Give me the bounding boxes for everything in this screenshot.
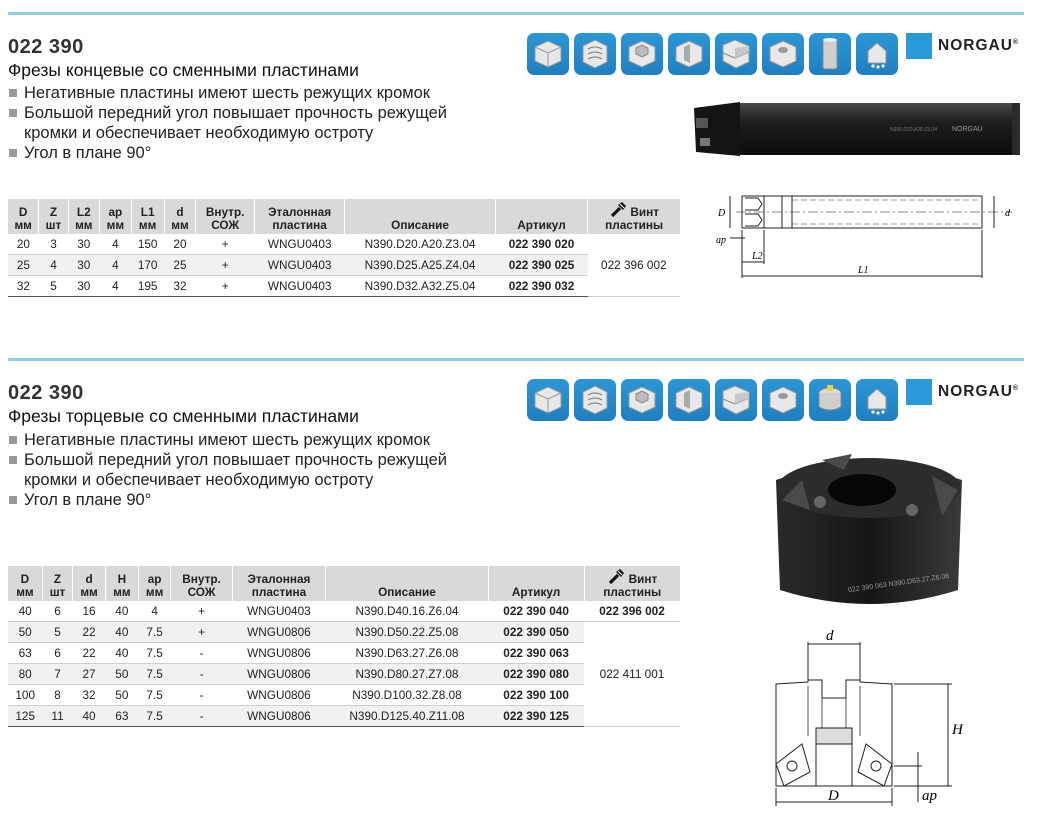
- feature-item: Угол в плане 90°: [8, 143, 488, 163]
- table-cell: 20: [164, 234, 196, 255]
- table-cell: 16: [73, 601, 106, 622]
- brand-name: NORGAU: [938, 383, 1013, 400]
- table-cell: WNGU0806: [232, 643, 326, 664]
- table-cell: 125: [8, 706, 42, 727]
- table-cell: WNGU0403: [255, 255, 345, 276]
- brand-logo: NORGAU®: [906, 33, 1019, 59]
- feature-item: Негативные пластины имеют шесть режущих кромок: [8, 83, 488, 103]
- end-mill-photo: [690, 98, 1024, 162]
- table-cell: N390.D63.27.Z6.08: [326, 643, 488, 664]
- cylinder-icon: [809, 33, 851, 75]
- column-header: Эталонная пластина: [255, 199, 345, 234]
- label-d: d: [1005, 208, 1010, 219]
- column-header: Z шт: [42, 566, 72, 601]
- table-cell: WNGU0806: [232, 622, 326, 643]
- table-cell: -: [171, 685, 232, 706]
- table-cell: N390.D50.22.Z5.08: [326, 622, 488, 643]
- block-icon: [527, 379, 569, 421]
- table-row: [8, 664, 680, 685]
- product-code: 022 390: [8, 382, 84, 404]
- table-cell: 32: [164, 276, 196, 297]
- article-number: 022 390 063: [488, 643, 584, 664]
- table-cell: 3: [39, 234, 68, 255]
- table-cell: 50: [105, 685, 138, 706]
- column-header: Внутр. СОЖ: [171, 566, 232, 601]
- feature-list: [8, 83, 488, 163]
- column-header: L1 мм: [131, 199, 164, 234]
- column-header: d мм: [73, 566, 106, 601]
- table-cell: +: [196, 276, 255, 297]
- table-cell: 100: [8, 685, 42, 706]
- table-cell: N390.D125.40.Z11.08: [326, 706, 488, 727]
- table-row: [8, 255, 680, 276]
- column-header: D мм: [8, 199, 39, 234]
- table-cell: 40: [105, 622, 138, 643]
- label-ap: ap: [922, 788, 937, 804]
- label-L1: L1: [858, 265, 869, 276]
- column-header: Эталонная пластина: [232, 566, 326, 601]
- table-cell: +: [196, 255, 255, 276]
- table-cell: 63: [105, 706, 138, 727]
- label-D: D: [718, 208, 726, 219]
- table-cell: 5: [39, 276, 68, 297]
- table-cell: 7.5: [138, 685, 171, 706]
- table-cell: 4: [39, 255, 68, 276]
- article-number: 022 390 032: [495, 276, 587, 297]
- table-cell: N390.D32.A32.Z5.04: [345, 276, 496, 297]
- table-cell: 6: [42, 601, 72, 622]
- brand-square-icon: [906, 33, 932, 59]
- screw-article: 022 396 002: [588, 234, 680, 297]
- screw-article: 022 396 002: [584, 601, 680, 622]
- table-cell: 50: [8, 622, 42, 643]
- table-cell: 22: [73, 622, 106, 643]
- column-header: d мм: [164, 199, 196, 234]
- column-header: L2 мм: [68, 199, 100, 234]
- hole-icon: [762, 379, 804, 421]
- article-number: 022 390 020: [495, 234, 587, 255]
- step-icon: [715, 33, 757, 75]
- brand-logo: NORGAU®: [906, 379, 1019, 405]
- table-cell: N390.D40.16.Z6.04: [326, 601, 488, 622]
- table-cell: WNGU0403: [255, 234, 345, 255]
- table-cell: N390.D20.A20.Z3.04: [345, 234, 496, 255]
- section-divider: [8, 12, 1024, 15]
- application-icons: [527, 33, 898, 75]
- table-cell: 7.5: [138, 643, 171, 664]
- article-number: 022 390 100: [488, 685, 584, 706]
- article-number: 022 390 125: [488, 706, 584, 727]
- table-cell: 40: [105, 601, 138, 622]
- coolant-icon: [856, 379, 898, 421]
- column-header: Описание: [326, 566, 488, 601]
- label-L2: L2: [752, 251, 763, 262]
- feature-list: [8, 430, 488, 510]
- face-mill-diagram: [762, 626, 982, 816]
- column-header: Описание: [345, 199, 496, 234]
- column-header: Внутр. СОЖ: [196, 199, 255, 234]
- table-cell: +: [171, 601, 232, 622]
- section-divider: [8, 358, 1024, 361]
- column-header: Винт пластины: [584, 566, 680, 601]
- screw-icon: [607, 568, 625, 586]
- column-header: Артикул: [488, 566, 584, 601]
- table-cell: 8: [42, 685, 72, 706]
- table-cell: 7: [42, 664, 72, 685]
- table-cell: WNGU0806: [232, 685, 326, 706]
- label-d: d: [826, 628, 834, 644]
- table-cell: 7.5: [138, 622, 171, 643]
- label-H: H: [952, 722, 963, 738]
- table-cell: 7.5: [138, 664, 171, 685]
- feature-item: Угол в плане 90°: [8, 490, 488, 510]
- table-row: [8, 706, 680, 727]
- spiral-icon: [574, 33, 616, 75]
- label-ap: ap: [716, 235, 726, 246]
- end-mill-diagram: [712, 186, 1032, 282]
- table-cell: 4: [100, 234, 132, 255]
- table-cell: 50: [105, 664, 138, 685]
- column-header: Винт пластины: [588, 199, 680, 234]
- article-number: 022 390 025: [495, 255, 587, 276]
- table-cell: -: [171, 664, 232, 685]
- table-row: [8, 643, 680, 664]
- spiral-icon: [574, 379, 616, 421]
- article-number: 022 390 050: [488, 622, 584, 643]
- article-number: 022 390 080: [488, 664, 584, 685]
- table-cell: 150: [131, 234, 164, 255]
- table-row: [8, 234, 680, 255]
- table-cell: 4: [138, 601, 171, 622]
- table-cell: 25: [164, 255, 196, 276]
- column-header: ap мм: [138, 566, 171, 601]
- table-cell: WNGU0806: [232, 706, 326, 727]
- table-cell: 80: [8, 664, 42, 685]
- slot-icon: [668, 379, 710, 421]
- table-cell: 4: [100, 276, 132, 297]
- pocket-icon: [621, 379, 663, 421]
- table-cell: N390.D100.32.Z8.08: [326, 685, 488, 706]
- table-cell: 20: [8, 234, 39, 255]
- table-row: [8, 622, 680, 643]
- feature-item: Негативные пластины имеют шесть режущих кромок: [8, 430, 488, 450]
- photo-marking: NORGAU: [952, 126, 983, 133]
- face-mill-icon: [809, 379, 851, 421]
- article-number: 022 390 040: [488, 601, 584, 622]
- spec-table-face-mills: [8, 566, 680, 727]
- table-cell: 27: [73, 664, 106, 685]
- product-title: Фрезы концевые со сменными пластинами: [8, 60, 359, 80]
- feature-item: Большой передний угол повышает прочность режущей кромки и обеспечивает необходимую остроту: [8, 450, 488, 490]
- spec-table-end-mills: [8, 199, 680, 297]
- table-cell: -: [171, 643, 232, 664]
- table-cell: 40: [105, 643, 138, 664]
- coolant-icon: [856, 33, 898, 75]
- table-cell: WNGU0403: [255, 276, 345, 297]
- table-row: [8, 276, 680, 297]
- slot-icon: [668, 33, 710, 75]
- table-cell: 63: [8, 643, 42, 664]
- table-cell: 11: [42, 706, 72, 727]
- product-title: Фрезы торцевые со сменными пластинами: [8, 406, 359, 426]
- step-icon: [715, 379, 757, 421]
- table-row: [8, 685, 680, 706]
- column-header: H мм: [105, 566, 138, 601]
- table-row: [8, 601, 680, 622]
- table-cell: 195: [131, 276, 164, 297]
- table-cell: 30: [68, 234, 100, 255]
- table-cell: 5: [42, 622, 72, 643]
- table-cell: WNGU0403: [232, 601, 326, 622]
- table-cell: +: [196, 234, 255, 255]
- column-header: ap мм: [100, 199, 132, 234]
- table-cell: 30: [68, 255, 100, 276]
- svg-text:N390.D20.A20.Z3.04: N390.D20.A20.Z3.04: [890, 127, 937, 133]
- table-cell: N390.D80.27.Z7.08: [326, 664, 488, 685]
- hole-icon: [762, 33, 804, 75]
- table-cell: 32: [8, 276, 39, 297]
- table-cell: WNGU0806: [232, 664, 326, 685]
- screw-icon: [609, 201, 627, 219]
- table-cell: 4: [100, 255, 132, 276]
- screw-article: 022 411 001: [584, 622, 680, 727]
- column-header: D мм: [8, 566, 42, 601]
- photo-marking: 022 390 063 N390.D63.27.Z6.08: [847, 572, 950, 595]
- label-D: D: [828, 788, 839, 804]
- brand-square-icon: [906, 379, 932, 405]
- table-cell: N390.D25.A25.Z4.04: [345, 255, 496, 276]
- pocket-icon: [621, 33, 663, 75]
- table-cell: 22: [73, 643, 106, 664]
- face-mill-photo: [762, 440, 976, 618]
- table-cell: 170: [131, 255, 164, 276]
- table-cell: +: [171, 622, 232, 643]
- table-cell: 40: [8, 601, 42, 622]
- table-cell: 25: [8, 255, 39, 276]
- table-cell: 30: [68, 276, 100, 297]
- block-icon: [527, 33, 569, 75]
- feature-item: Большой передний угол повышает прочность режущей кромки и обеспечивает необходимую остроту: [8, 103, 488, 143]
- product-code: 022 390: [8, 36, 84, 58]
- column-header: Артикул: [495, 199, 587, 234]
- application-icons: [527, 379, 898, 421]
- table-cell: 40: [73, 706, 106, 727]
- column-header: Z шт: [39, 199, 68, 234]
- table-cell: -: [171, 706, 232, 727]
- brand-name: NORGAU: [938, 37, 1013, 54]
- table-cell: 32: [73, 685, 106, 706]
- table-cell: 7.5: [138, 706, 171, 727]
- table-cell: 6: [42, 643, 72, 664]
